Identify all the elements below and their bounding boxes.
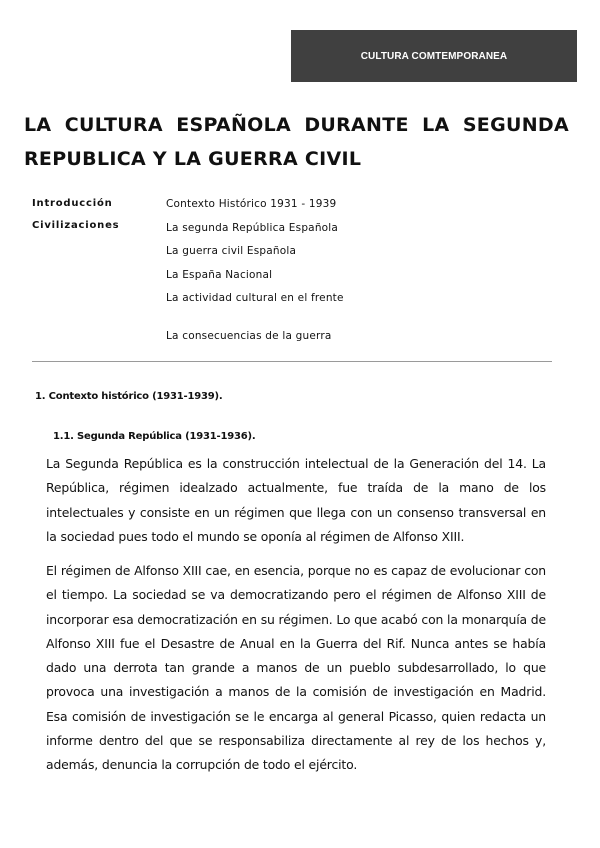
toc-item-espana-nacional: La España Nacional — [166, 268, 273, 281]
toc-right-column — [166, 193, 344, 348]
paragraph-2: El régimen de Alfonso XIII cae, en esencia, porque no es capaz de evolucionar con el tiempo. La sociedad se va democratizando pero el régimen de Alfonso XIII de incorporar esa democratización en su régimen. Lo que acabó con la monarquía de Alfonso XIII fue el Desastre de Anual en la Guerra del Rif. Nunca antes se había dado una derrota tan grande a manos de un pueblo subdesarrollado, lo que provoca una investigación a manos de la comisión de investigación en Madrid. Esa comisión de investigación se le encarga al general Picasso, quien redacta un informe dentro del que se responsabiliza directamente al rey de los hechos y, además, denuncia la corrupción de todo el ejército. — [46, 563, 546, 773]
subsection-heading-segunda-republica: 1.1. Segunda República (1931-1936). — [53, 431, 256, 442]
toc-item-segunda-republica: La segunda República Española — [166, 221, 339, 234]
section-heading-contexto: 1. Contexto histórico (1931-1939). — [35, 391, 223, 402]
toc-item-civilizaciones: Civilizaciones — [32, 220, 120, 231]
header-banner — [291, 30, 577, 82]
toc-item-introduccion: Introducción — [32, 198, 113, 209]
toc-item-consecuencias: La consecuencias de la guerra — [166, 329, 332, 342]
document-title: LA CULTURA ESPAÑOLA DURANTE LA SEGUNDA REPUBLICA Y LA GUERRA CIVIL — [24, 114, 569, 170]
header-banner-text: CULTURA COMTEMPORANEA — [360, 50, 508, 62]
toc-item-guerra-civil: La guerra civil Española — [166, 245, 297, 257]
toc-left-column — [32, 193, 119, 237]
section-divider — [32, 361, 552, 362]
paragraph-1: La Segunda República es la construcción intelectual de la Generación del 14. La República, régimen idealzado actualmente, fue traída de la mano de los intelectuales y consiste en un régimen que llega con un consenso transversal en la sociedad pues todo el mundo se oponía al régimen de Alfonso XIII. — [46, 456, 546, 544]
toc-item-actividad-cultural: La actividad cultural en el frente — [166, 292, 344, 304]
toc-item-contexto: Contexto Histórico 1931 - 1939 — [166, 198, 337, 210]
